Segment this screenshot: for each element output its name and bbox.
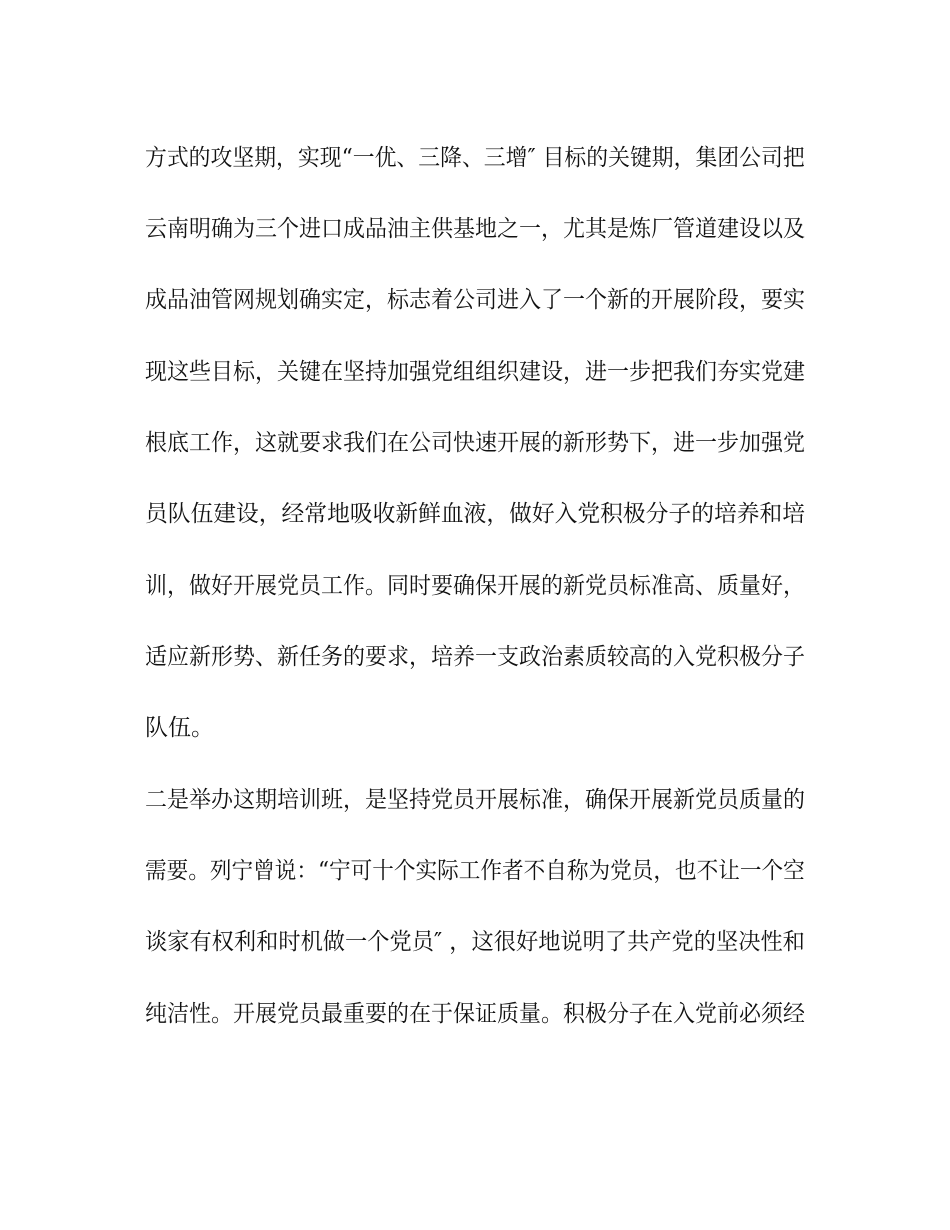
text-line: 谈家有权利和时机做一个党员″ ，这很好地说明了共产党的坚决性和 <box>145 929 805 955</box>
text-line: 纯洁性。开展党员最重要的在于保证质量。积极分子在入党前必须经 <box>145 1001 805 1027</box>
text-line: 方式的攻坚期，实现“一优、三降、三增″ 目标的关键期，集团公司把 <box>145 145 805 171</box>
text-line: 云南明确为三个进口成品油主供基地之一，尤其是炼厂管道建设以及 <box>145 216 805 242</box>
text-line: 成品油管网规划确实定，标志着公司进入了一个新的开展阶段，要实 <box>145 287 805 313</box>
text-line: 队伍。 <box>145 715 214 741</box>
text-line: 训，做好开展党员工作。同时要确保开展的新党员标准高、质量好， <box>145 573 805 599</box>
text-line: 适应新形势、新任务的要求，培养一支政治素质较高的入党积极分子 <box>145 644 805 670</box>
text-line: 现这些目标，关键在坚持加强党组组织建设，进一步把我们夯实党建 <box>145 359 805 385</box>
text-line: 需要。列宁曾说：“宁可十个实际工作者不自称为党员，也不让一个空 <box>145 858 805 884</box>
text-line: 根底工作，这就要求我们在公司快速开展的新形势下，进一步加强党 <box>145 430 805 456</box>
text-line: 员队伍建设，经常地吸收新鲜血液，做好入党积极分子的培养和培 <box>145 501 805 527</box>
text-line: 二是举办这期培训班，是坚持党员开展标准，确保开展新党员质量的 <box>145 787 805 813</box>
